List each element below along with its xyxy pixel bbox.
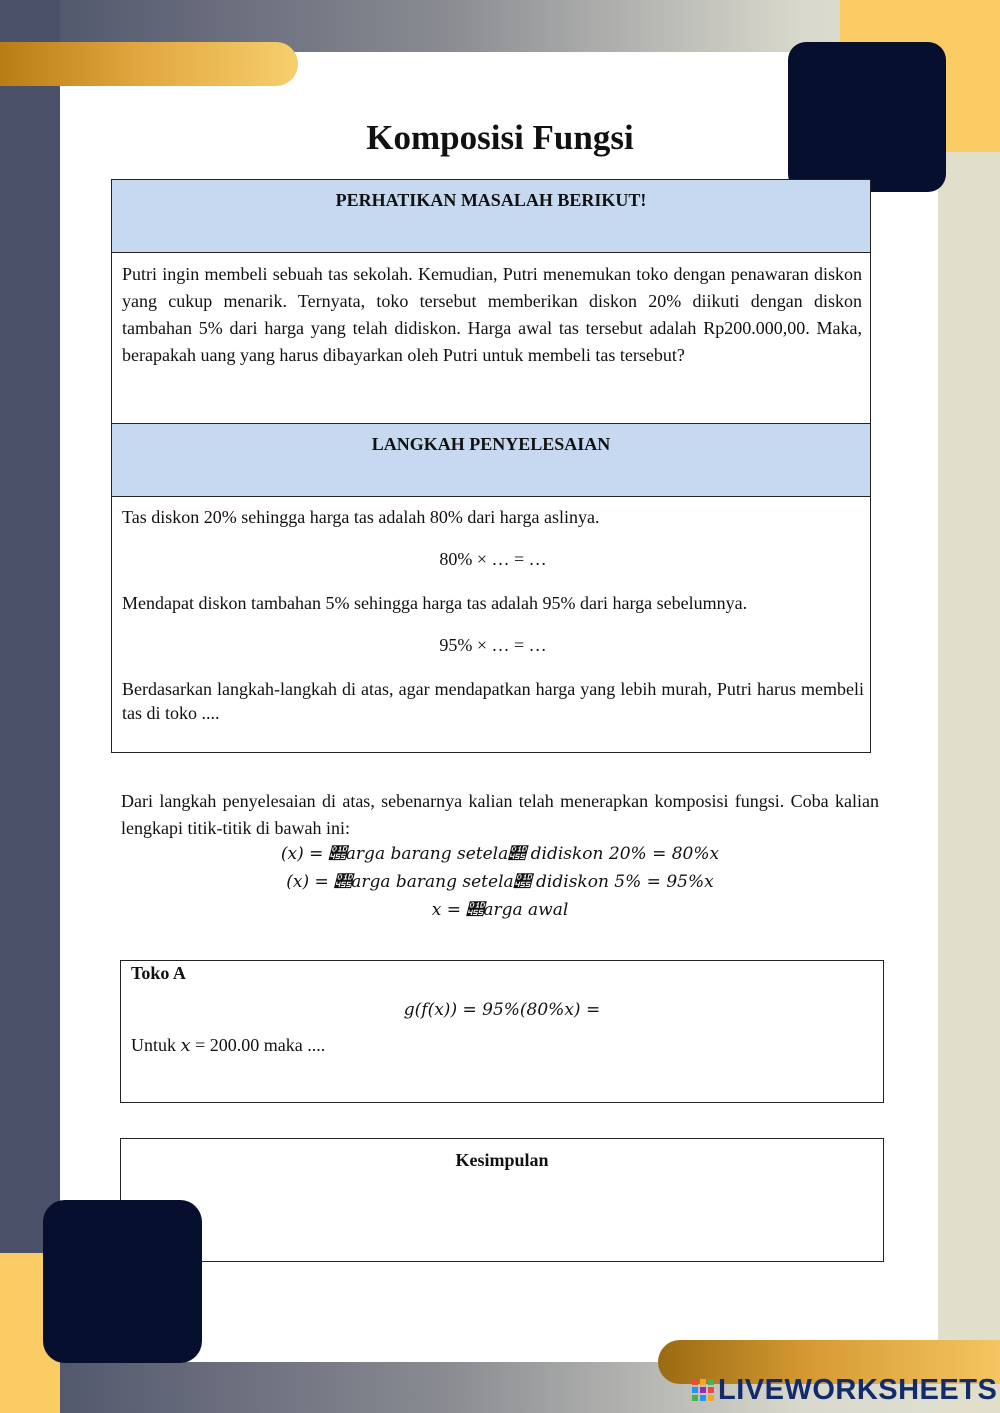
liveworksheets-logo-text: LIVEWORKSHEETS [718,1374,998,1406]
formula-x-text: 𝑥 = 𝑕𝑎𝑟𝑔𝑎 𝑎𝑤𝑎𝑙 [431,900,569,920]
navy-square-bottom-left [43,1200,202,1363]
problem-header: PERHATIKAN MASALAH BERIKUT! [335,190,647,210]
liveworksheets-logo[interactable] [692,1374,997,1407]
toko-a-title: Toko A [131,963,186,983]
step-equation-2: 95% × … = … [439,635,547,655]
problem-table [111,179,871,753]
step-line-3: Berdasarkan langkah-langkah di atas, agar mendapatkan harga yang lebih murah, Putri harus membeli tas di toko .... [122,679,864,723]
right-decor-band [938,0,1000,1413]
toko-a-equation-text: 𝑔(𝑓(𝑥)) = 95%(80%𝑥) = [403,1000,601,1020]
problem-text: Putri ingin membeli sebuah tas sekolah. Kemudian, Putri menemukan toko dengan penawaran diskon yang cukup menarik. Ternyata, toko tersebut memberikan diskon 20% diikuti dengan diskon tambahan 5% dari harga yang telah didiskon. Harga awal tas tersebut adalah Rp200.000,00. Maka, berapakah uang yang harus dibayarkan oleh Putri untuk membeli tas tersebut? [122,264,862,365]
toko-a-box [120,960,884,1103]
step-line-2: Mendapat diskon tambahan 5% sehingga harga tas adalah 95% dari harga sebelumnya. [122,593,748,613]
conclusion-title: Kesimpulan [455,1150,549,1170]
intro-paragraph: Dari langkah penyelesaian di atas, sebenarnya kalian telah menerapkan komposisi fungsi. Coba kalian lengkapi titik-titik di bawah ini: [121,791,879,838]
problem-header-cell [112,180,871,253]
formula-f-text: (𝑥) = 𝑕𝑎𝑟𝑔𝑎 𝑏𝑎𝑟𝑎𝑛𝑔 𝑠𝑒𝑡𝑒𝑙𝑎𝑕 𝑑𝑖𝑑𝑖𝑠𝑘𝑜𝑛 20% = 80%𝑥 [280,844,720,864]
gold-bar-top-left [0,42,298,86]
steps-header-cell [112,424,871,497]
page-title: Komposisi Fungsi [366,118,634,157]
step-line-1: Tas diskon 20% sehingga harga tas adalah 80% dari harga aslinya. [122,507,600,527]
liveworksheets-logo-icon [692,1379,714,1401]
formula-x [0,899,1000,920]
toko-a-equation [121,999,883,1020]
step-equation-1: 80% × … = … [439,549,547,569]
left-decor-band [0,0,60,1413]
steps-cell [112,497,871,753]
formula-g-text: (𝑥) = 𝑕𝑎𝑟𝑔𝑎 𝑏𝑎𝑟𝑎𝑛𝑔 𝑠𝑒𝑡𝑒𝑙𝑎𝑕 𝑑𝑖𝑑𝑖𝑠𝑘𝑜𝑛 5% = 95%𝑥 [286,872,714,892]
toko-a-answer-line: Untuk 𝑥 = 200.00 maka .... [131,1035,326,1055]
formula-g [0,871,1000,892]
formula-f [0,843,1000,864]
problem-cell [112,253,871,424]
steps-header: LANGKAH PENYELESAIAN [371,434,611,454]
conclusion-box [120,1138,884,1262]
navy-square-top-right [788,42,946,192]
